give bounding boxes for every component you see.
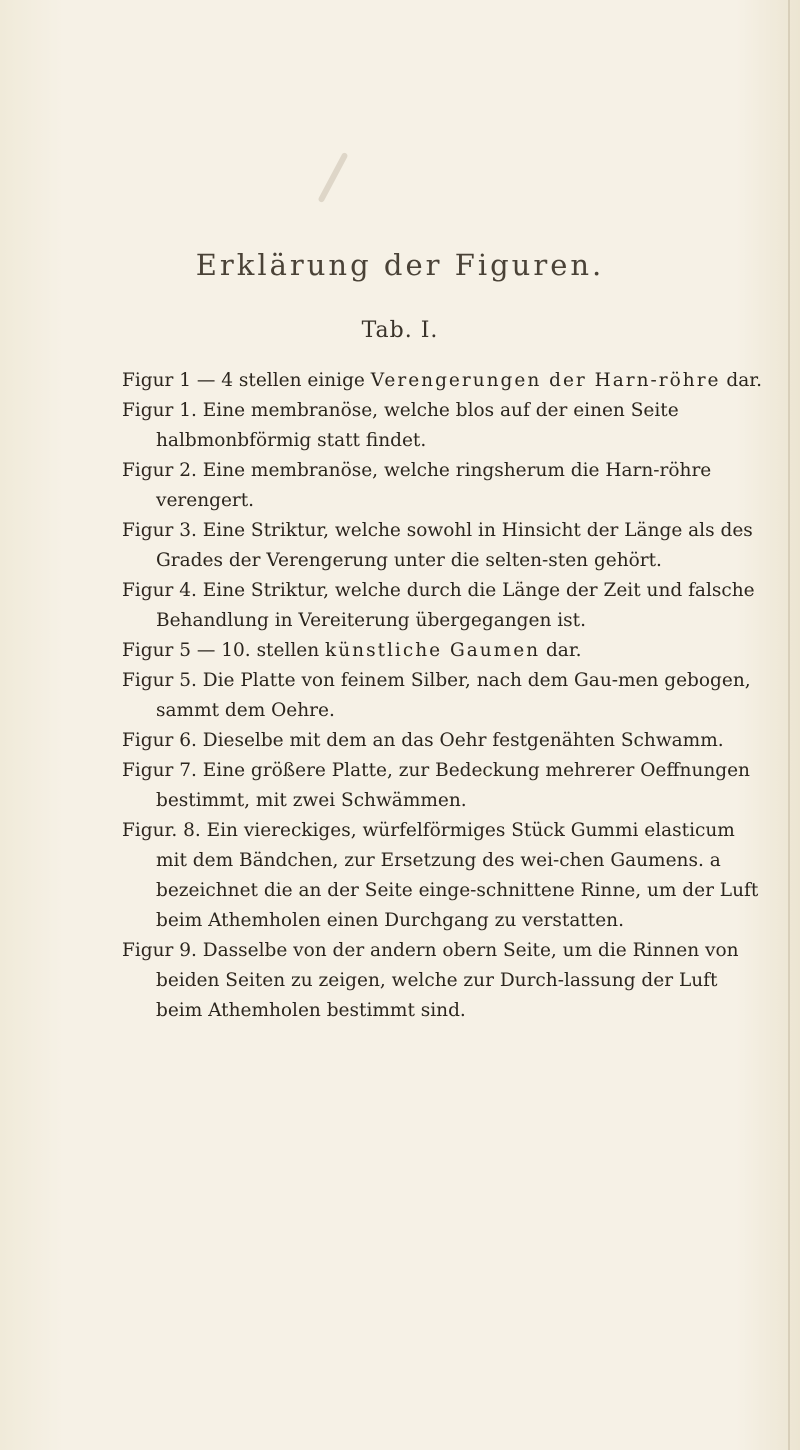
- entry-text: stellen: [250, 640, 326, 661]
- figure-entry-7: [122, 756, 767, 816]
- entry-emphasis: Verengerungen der Harn-röhre: [370, 370, 721, 391]
- figure-entry-1-4: [122, 366, 767, 396]
- entry-text: Eine membranöse, welche ringsherum die Harn-röhre verengert.: [156, 460, 712, 511]
- entry-emphasis: künstliche Gaumen: [325, 640, 541, 661]
- figure-number: Figur 9.: [122, 940, 197, 961]
- figure-number: Figur 1.: [122, 400, 197, 421]
- entry-text: Die Platte von feinem Silber, nach dem Gau-men gebogen, sammt dem Oehre.: [156, 670, 751, 721]
- page-heading: Erklärung der Figuren.: [195, 248, 605, 282]
- entry-text: stellen einige: [233, 370, 371, 391]
- entry-text: Eine Striktur, welche sowohl in Hinsicht der Länge als des Grades der Verengerung unter die selten-sten gehört.: [156, 520, 753, 571]
- figure-number: Figur. 8.: [122, 820, 201, 841]
- figure-number: Figur 6.: [122, 730, 197, 751]
- page-edge: [788, 0, 790, 1450]
- figure-number: Figur 5 — 10.: [122, 640, 251, 661]
- figure-entry-2: [122, 456, 767, 516]
- figure-number: Figur 4.: [122, 580, 197, 601]
- entry-text: Ein viereckiges, würfelförmiges Stück Gummi elasticum mit dem Bändchen, zur Ersetzung des wei-chen Gaumens. a bezeichnet die an der Seite einge-schnittene Rinne, um der Luft beim Athemholen einen Durchgang zu verstatten.: [156, 820, 759, 931]
- figure-entry-3: [122, 516, 767, 576]
- figure-list: [122, 366, 767, 1026]
- figure-entry-5-10: [122, 636, 767, 666]
- figure-number: Figur 2.: [122, 460, 197, 481]
- figure-entry-9: [122, 936, 767, 1026]
- entry-text: Eine Striktur, welche durch die Länge der Zeit und falsche Behandlung in Vereiterung übergegangen ist.: [156, 580, 755, 631]
- entry-text-end: dar.: [540, 640, 582, 661]
- entry-text: Eine membranöse, welche blos auf der einen Seite halbmonbförmig statt findet.: [156, 400, 679, 451]
- entry-text: Dasselbe von der andern obern Seite, um die Rinnen von beiden Seiten zu zeigen, welche zur Durch-lassung der Luft beim Athemholen bestimmt sind.: [156, 940, 739, 1021]
- figure-number: Figur 5.: [122, 670, 197, 691]
- entry-text: Dieselbe mit dem an das Oehr festgenähten Schwamm.: [196, 730, 724, 751]
- figure-number: Figur 1 — 4: [122, 370, 234, 391]
- figure-entry-6: [122, 726, 767, 756]
- figure-number: Figur 3.: [122, 520, 197, 541]
- entry-text-end: dar.: [720, 370, 762, 391]
- figure-entry-4: [122, 576, 767, 636]
- figure-entry-5: [122, 666, 767, 726]
- figure-entry-8: [122, 816, 767, 936]
- figure-number: Figur 7.: [122, 760, 197, 781]
- entry-text: Eine größere Platte, zur Bedeckung mehrerer Oeffnungen bestimmt, mit zwei Schwämmen.: [156, 760, 750, 811]
- ink-smudge: [317, 152, 348, 203]
- figure-entry-1: [122, 396, 767, 456]
- tab-label: Tab. I.: [361, 318, 439, 343]
